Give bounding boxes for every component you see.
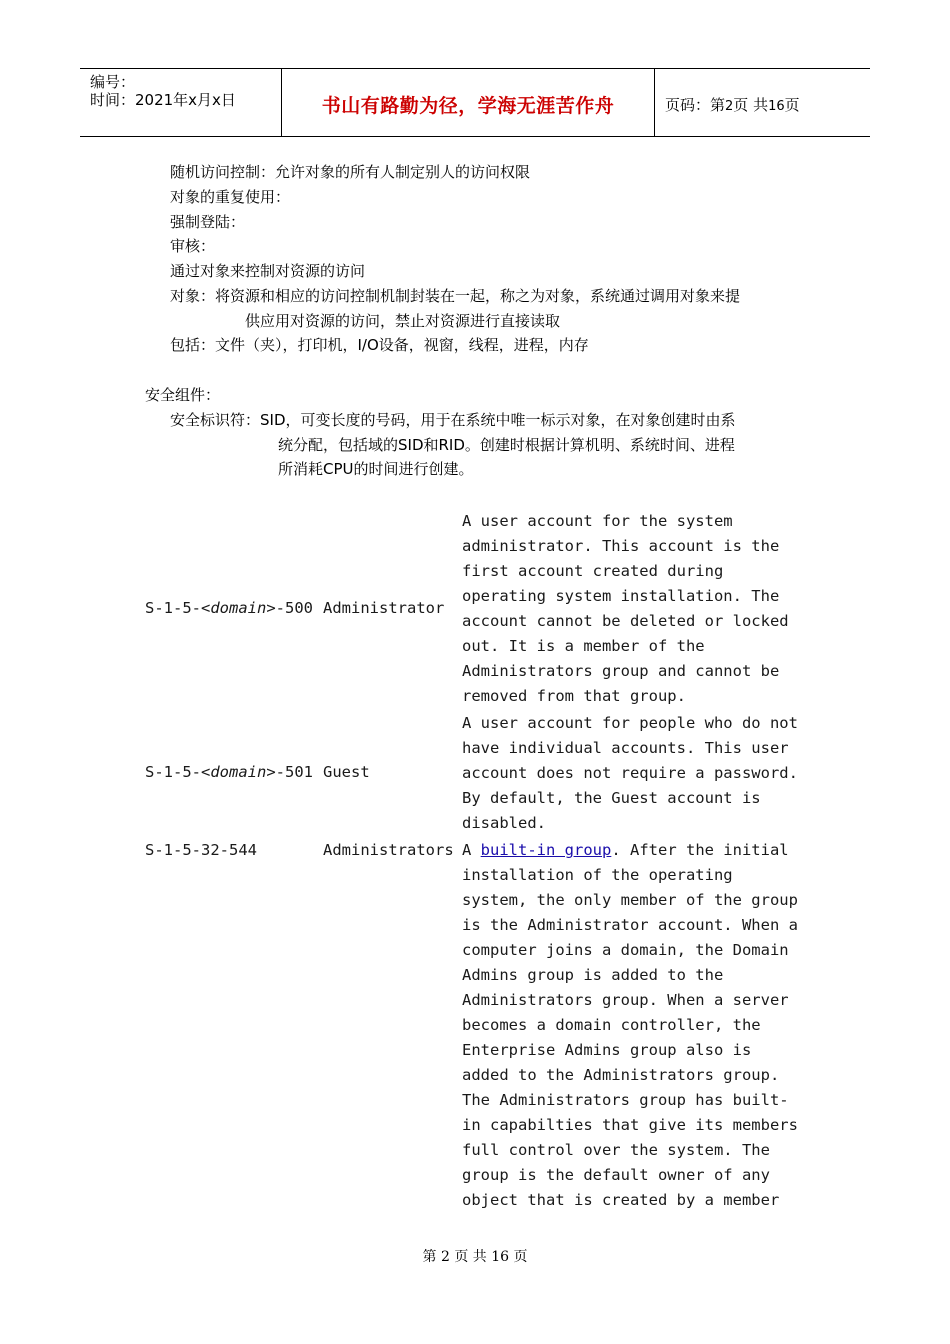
account-description <box>462 711 822 836</box>
account-description <box>462 509 822 709</box>
footer-prefix: 第 <box>422 1249 437 1265</box>
header-page-indicator <box>665 94 800 115</box>
footer-middle: 页 共 <box>454 1249 487 1265</box>
description-line <box>462 838 822 863</box>
description-line: operating system installation. The <box>462 587 780 605</box>
body-line: 供应用对资源的访问，禁止对资源进行直接读取 <box>245 312 561 330</box>
description-line: By default, the Guest account is <box>462 789 761 807</box>
description-line: is the Administrator account. When a <box>462 916 798 934</box>
footer-current-page: 2 <box>440 1249 450 1265</box>
account-name: Administrator <box>323 599 445 617</box>
description-line: in capabilties that give its members <box>462 1116 798 1134</box>
page-middle: 页 共 <box>733 96 769 114</box>
description-line: first account created during <box>462 562 724 580</box>
description-line: group is the default owner of any <box>462 1166 770 1184</box>
description-line: Administrators group. When a server <box>462 991 789 1009</box>
description-line: out. It is a member of the <box>462 637 705 655</box>
description-line: becomes a domain controller, the <box>462 1016 761 1034</box>
footer-suffix: 页 <box>513 1249 528 1265</box>
sid-domain: domain <box>210 599 267 617</box>
section-heading: 安全组件： <box>145 386 221 404</box>
header-motto-cell <box>282 69 655 136</box>
sid-suffix: >-501 <box>266 763 313 781</box>
description-line: account cannot be deleted or locked <box>462 612 789 630</box>
built-in-group-link[interactable]: built-in group <box>480 841 612 859</box>
description-line: The Administrators group has built- <box>462 1091 789 1109</box>
description-line: Admins group is added to the <box>462 966 724 984</box>
account-name: Administrators <box>323 841 454 859</box>
footer-total-pages: 16 <box>491 1249 510 1265</box>
description-line: Administrators group and cannot be <box>462 662 780 680</box>
document-number-label: 编号： <box>90 73 136 91</box>
header-meta-cell <box>80 69 282 136</box>
page-current: 2 <box>725 99 734 114</box>
description-line: have individual accounts. This user <box>462 739 789 757</box>
sid-prefix: S-1-5-< <box>145 763 211 781</box>
description-line: full control over the system. The <box>462 1141 770 1159</box>
sid-domain: domain <box>210 763 267 781</box>
description-line: Enterprise Admins group also is <box>462 1041 752 1059</box>
sid-paragraph-line: 安全标识符：SID，可变长度的号码，用于在系统中唯一标示对象，在对象创建时由系 <box>170 411 736 429</box>
document-header <box>80 68 870 137</box>
description-line: added to the Administrators group. <box>462 1066 780 1084</box>
sid-value: S-1-5-32-544 <box>145 841 257 859</box>
sid-value <box>145 760 313 785</box>
account-description <box>462 838 822 1213</box>
body-line: 随机访问控制：允许对象的所有人制定别人的访问权限 <box>170 163 531 181</box>
description-line: removed from that group. <box>462 687 686 705</box>
description-text: . After the initial <box>611 841 789 859</box>
sid-prefix: S-1-5-< <box>145 599 211 617</box>
page-footer <box>0 1246 950 1266</box>
description-line: A user account for people who do not <box>462 714 798 732</box>
page-suffix: 页 <box>784 96 800 114</box>
page-prefix: 页码：第 <box>665 96 726 114</box>
description-line: administrator. This account is the <box>462 537 780 555</box>
header-page-cell <box>655 69 870 136</box>
body-line: 强制登陆： <box>170 213 246 231</box>
sid-paragraph-line: 所消耗CPU的时间进行创建。 <box>278 460 474 478</box>
body-line: 包括：文件（夹），打印机，I/O设备，视窗，线程，进程，内存 <box>170 336 589 354</box>
header-motto: 书山有路勤为径，学海无涯苦作舟 <box>321 95 615 117</box>
description-line: installation of the operating <box>462 866 733 884</box>
body-line: 对象：将资源和相应的访问控制机制封装在一起，称之为对象，系统通过调用对象来提 <box>170 287 741 305</box>
body-line: 审核： <box>170 237 216 255</box>
account-name: Guest <box>323 763 370 781</box>
sid-value <box>145 596 313 621</box>
description-line: disabled. <box>462 814 546 832</box>
body-line: 对象的重复使用： <box>170 188 291 206</box>
sid-suffix: >-500 <box>266 599 313 617</box>
description-line: object that is created by a member <box>462 1191 780 1209</box>
body-line: 通过对象来控制对资源的访问 <box>170 262 366 280</box>
description-text: A <box>462 841 481 859</box>
description-line: A user account for the system <box>462 512 733 530</box>
description-line: computer joins a domain, the Domain <box>462 941 789 959</box>
document-time-label: 时间：2021年x月x日 <box>90 91 236 109</box>
description-line: system, the only member of the group <box>462 891 798 909</box>
sid-paragraph-line: 统分配，包括域的SID和RID。创建时根据计算机明、系统时间、进程 <box>278 436 735 454</box>
description-line: account does not require a password. <box>462 764 798 782</box>
page-total: 16 <box>768 99 785 114</box>
